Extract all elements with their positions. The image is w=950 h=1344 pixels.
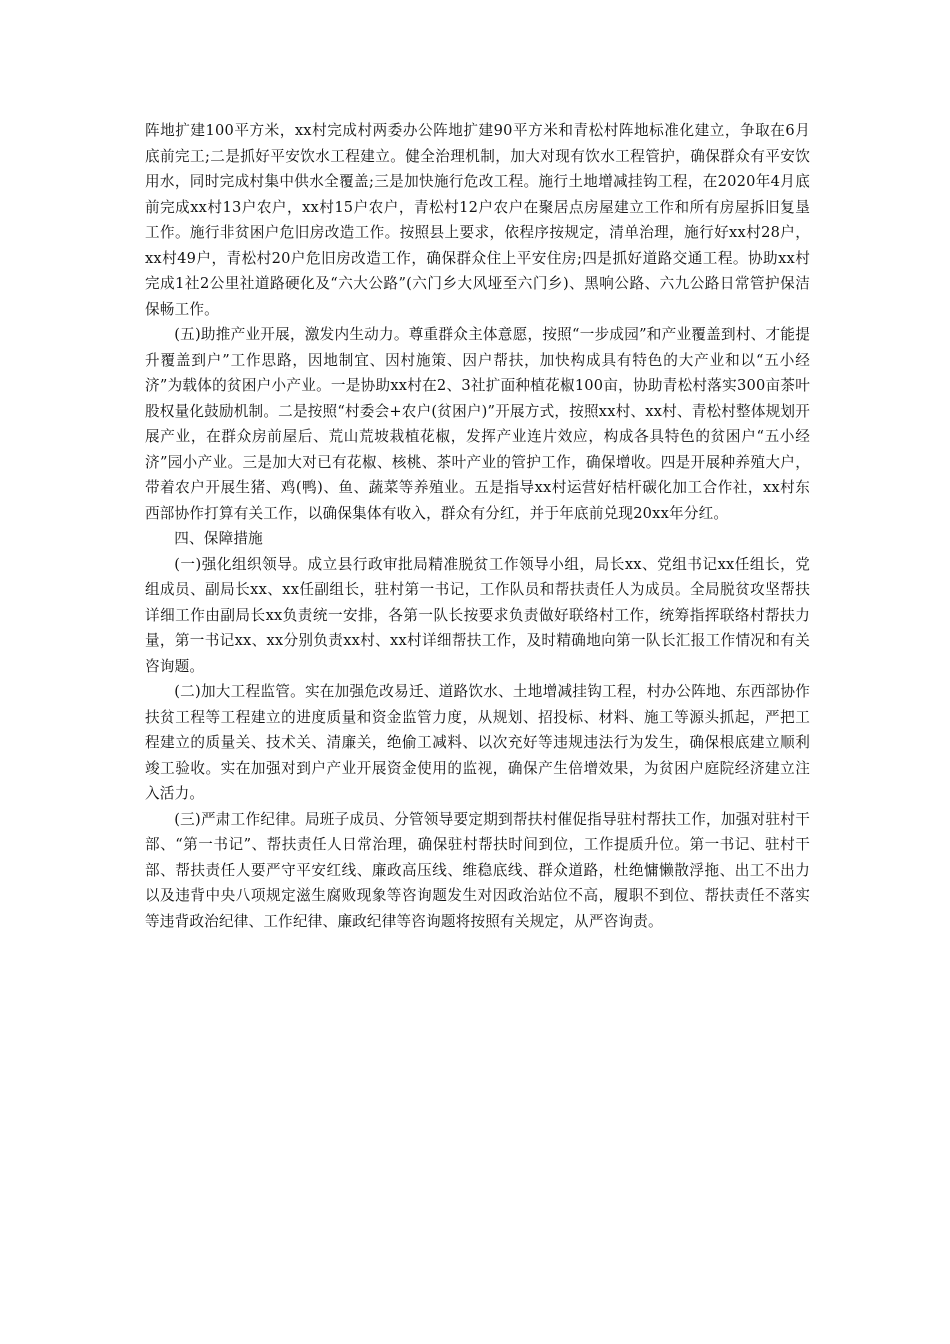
- paragraph-organization: (一)强化组织领导。成立县行政审批局精准脱贫工作领导小组，局长xx、党组书记xx任组长，党组成员、副局长xx、xx任副组长，驻村第一书记，工作队员和帮扶责任人为成员。全局脱贫攻坚帮扶详细工作由副局长xx负责统一安排，各第一队长按要求负责做好联络村工作，统筹指挥联络村帮扶力量，第一书记xx、xx分别负责xx村、xx村详细帮扶工作，及时精确地向第一队长汇报工作情况和有关咨询题。: [145, 555, 810, 675]
- paragraph-infrastructure: 阵地扩建100平方米，xx村完成村两委办公阵地扩建90平方米和青松村阵地标准化建立，争取在6月底前完工;二是抓好平安饮水工程建立。健全治理机制，加大对现有饮水工程管护，确保群众有平安饮用水，同时完成村集中供水全覆盖;三是加快施行危改工程。施行土地增减挂钩工程，在2020年4月底前完成xx村13户农户，xx村15户农户，青松村12户农户在聚居点房屋建立工作和所有房屋拆旧复垦工作。施行非贫困户危旧房改造工作。按照县上要求，依程序按规定，清单治理，施行好xx村28户，xx村49户，青松村20户危旧房改造工作，确保群众住上平安住房;四是抓好道路交通工程。协助xx村完成1社2公里社道路硬化及“六大公路”(六门乡大风垭至六门乡)、黑响公路、六九公路日常管护保洁保畅工作。: [145, 122, 810, 318]
- document-body: [145, 118, 810, 934]
- section-heading-safeguards: 四、保障措施: [174, 530, 263, 547]
- paragraph-discipline: (三)严肃工作纪律。局班子成员、分管领导要定期到帮扶村催促指导驻村帮扶工作，加强对驻村干部、“第一书记”、帮扶责任人日常治理，确保驻村帮扶时间到位，工作提质升位。第一书记、驻村干部、帮扶责任人要严守平安红线、廉政高压线、维稳底线、群众道路，杜绝慵懒散浮拖、出工不出力以及违背中央八项规定滋生腐败现象等咨询题发生对因政治站位不高，履职不到位、帮扶责任不落实等违背政治纪律、工作纪律、廉政纪律等咨询题将按照有关规定，从严咨询责。: [145, 810, 810, 930]
- paragraph-industry: (五)助推产业开展，激发内生动力。尊重群众主体意愿，按照“一步成园”和产业覆盖到村、才能提升覆盖到户”工作思路，因地制宜、因村施策、因户帮扶，加快构成具有特色的大产业和以“五小经济”为载体的贫困户小产业。一是协助xx村在2、3社扩面种植花椒100亩，协助青松村落实300亩茶叶股权量化鼓励机制。二是按照“村委会+农户(贫困户)”开展方式，按照xx村、xx村、青松村整体规划开展产业，在群众房前屋后、荒山荒坡栽植花椒，发挥产业连片效应，构成各具特色的贫困户“五小经济”园小产业。三是加大对已有花椒、核桃、茶叶产业的管护工作，确保增收。四是开展种养殖大户，带着农户开展生猪、鸡(鸭)、鱼、蔬菜等养殖业。五是指导xx村运营好桔杆碳化加工合作社，xx村东西部协作打算有关工作，以确保集体有收入，群众有分红，并于年底前兑现20xx年分红。: [145, 326, 811, 522]
- paragraph-supervision: (二)加大工程监管。实在加强危改易迁、道路饮水、土地增减挂钩工程，村办公阵地、东西部协作扶贫工程等工程建立的进度质量和资金监管力度，从规划、招投标、材料、施工等源头抓起，严把工程建立的质量关、技术关、清廉关，绝偷工减料、以次充好等违规违法行为发生，确保根底建立顺利竣工验收。实在加强对到户产业开展资金使用的监视，确保产生倍增效果，为贫困户庭院经济建立注入活力。: [145, 683, 810, 802]
